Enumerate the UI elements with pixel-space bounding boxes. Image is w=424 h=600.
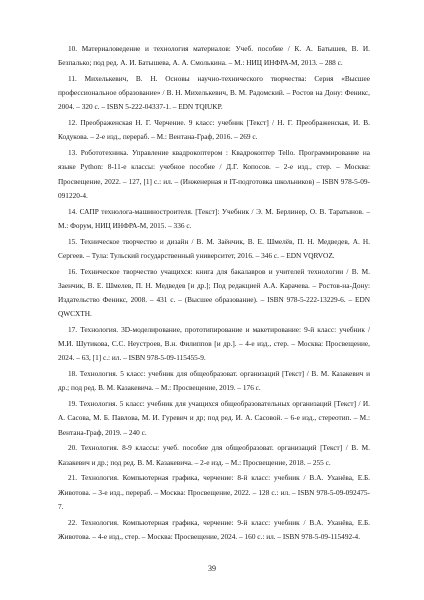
reference-item: 10. Материаловедение и технология материалов: Учеб. пособие / К. А. Батышев, В. И. Безпалько; под ред. А. И. Батышева, А. А. Смолькина. – М.: НИЦ ИНФРА-М, 2013. – 288 с.	[58, 44, 370, 68]
reference-item: 15. Техническое творчество и дизайн / В. М. Заёнчик, В. Е. Шмелёв, П. Н. Медведев, А. Н. Сергеев. – Тула: Тульский государственный университет, 2016. – 346 с. – EDN VQRVOZ.	[58, 236, 370, 260]
reference-item: 12. Преображенская Н. Г. Черчение. 9 класс: учебник [Текст] / Н. Г. Преображенская, И. В. Кодукова. – 2-е изд., перераб. – М.: Вентана-Граф, 2016. – 269 с.	[58, 118, 370, 142]
reference-list	[58, 42, 370, 546]
reference-item: 22. Технология. Компьютерная графика, черчение: 9-й класс: учебник / В.А. Уханёва, Е.Б. Животова. – 4-е изд., стер. – Москва: Просвещение, 2024. – 160 с.: ил. – ISBN 978-5-09-115492-4.	[58, 517, 370, 541]
reference-item: 14. САПР технолога-машиностроителя. [Текст]: Учебник / Э. М. Берлинер, О. В. Таратынов. – М.: Форум, НИЦ ИНФРА-М, 2015. – 336 с.	[58, 206, 370, 230]
reference-item: 13. Робототехника. Управление квадрокоптером : Квадрокоптер Tello. Программирование на языке Python: 8-11-е классы: учебное пособие / Д.Г. Копосов. – 2-е изд., стер. – Москва: Просвещение, 2022. – 127, [1] с.: ил. – (Инженерная и IT-подготовка школьников) – ISBN 978-5-09-091220-4.	[58, 148, 370, 200]
reference-item: 19. Технология. 5 класс: учебник для учащихся общеобразовательных организаций [Текст] / И. А. Сасова, М. Б. Павлова, М. И. Гуревич и др; под ред. И. А. Сасовой. – 6-е изд., стереотип. – М.: Вентана-Граф, 2019. – 240 с.	[58, 399, 370, 437]
reference-item: 21. Технология. Компьютерная графика, черчение: 8-й класс: учебник / В.А. Уханёва, Е.Б. Животова. – 3-е изд., перераб. – Москва: Просвещение, 2022. – 128 с.: ил. – ISBN 978-5-09-092475-7.	[58, 473, 370, 511]
reference-item: 11. Михелькевич, В. Н. Основы научно-технического творчества: Серия «Высшее профессиональное образование» / В. Н. Михелькевич, В. М. Радомский. – Ростов на Дону: Феникс, 2004. – 320 с. – ISBN 5-222-04337-1. – EDN TQIUKP.	[58, 74, 370, 112]
reference-item: 20. Технология. 8-9 классы: учеб. пособие для общеобразоват. организаций [Текст] / В. М. Казакевич и др.; под ред. В. М. Казакевича. – 2-е изд. – М.: Просвещение, 2018. – 255 с.	[58, 443, 370, 467]
page-number: 39	[208, 564, 216, 573]
reference-item: 16. Техническое творчество учащихся: книга для бакалавров и учителей технологии / В. М. Заенчик, В. Е. Шмелев, П. Н. Медведев [и др.]; Под редакцией А.А. Карачева. – Ростов-на-Дону: Издательство Феникс, 2008. – 431 с. – (Высшее образование). – ISBN 978-5-222-13229-6. – EDN QWCXTH.	[58, 266, 370, 319]
reference-item: 18. Технология. 5 класс: учебник для общеобразоват. организаций [Текст] / В. М. Казакевич и др.; под ред. В. М. Казакевича. – М.: Просвещение, 2019. – 176 с.	[58, 369, 370, 393]
reference-item: 17. Технология. 3D-моделирование, прототипирование и макетирование: 9-й класс: учебник / М.И. Шутикова, С.С. Неустроев, В.н. Филиппов [и др.]. – 4-е изд., стер. – Москва: Просвещение, 2024. – 63, [1] с.: ил. – ISBN 978-5-09-115455-9.	[58, 325, 370, 363]
